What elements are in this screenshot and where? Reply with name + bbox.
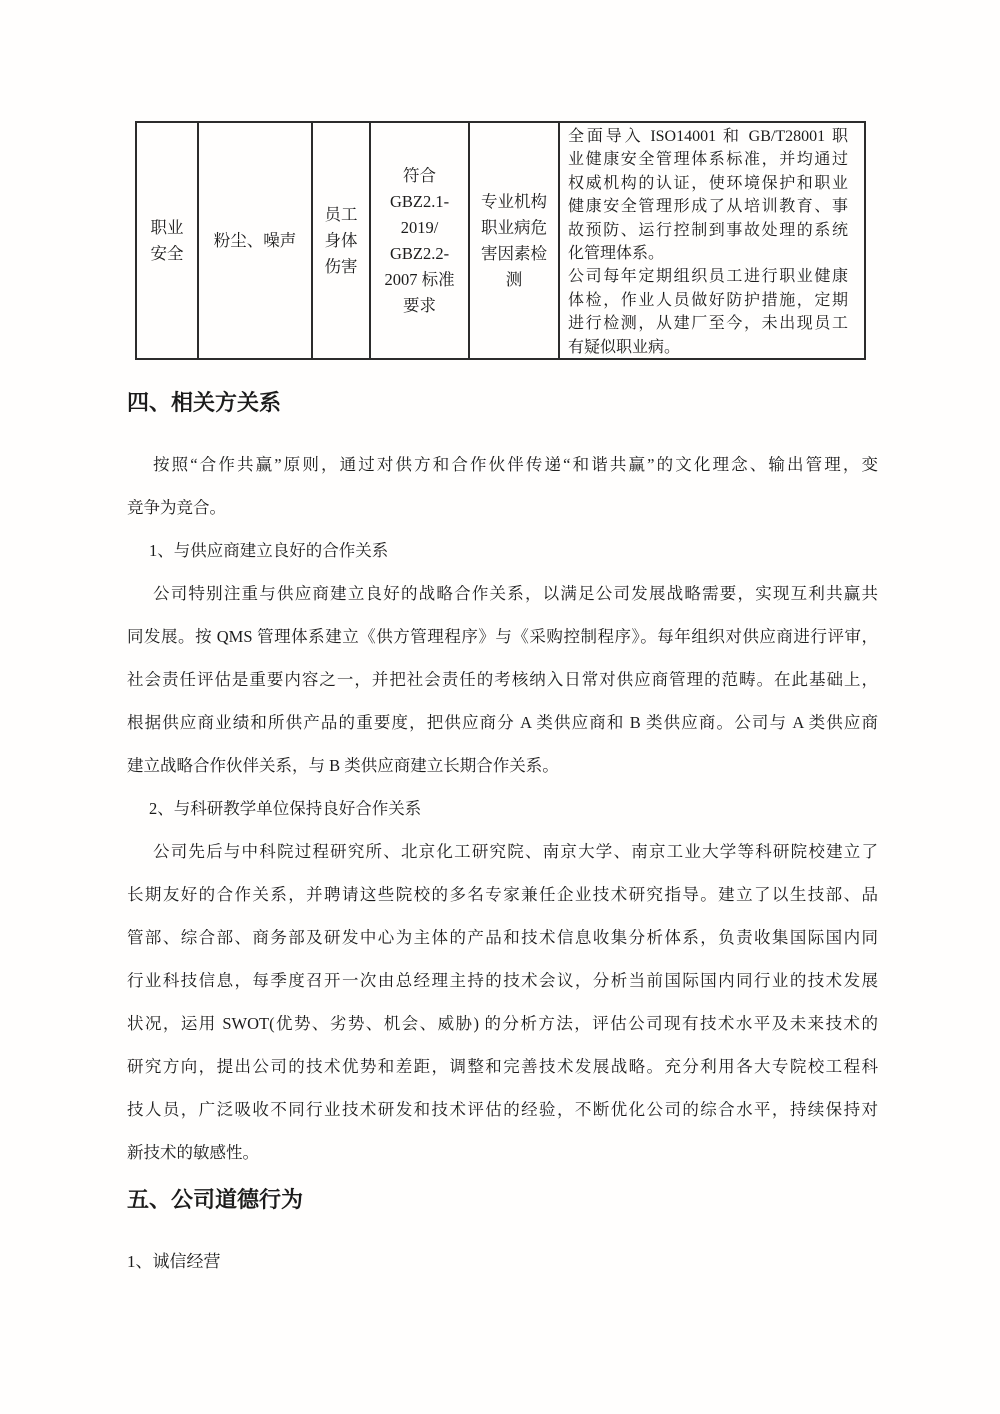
text-line: 测 [505, 269, 523, 289]
text-line: 要求 [403, 295, 436, 315]
table-cell-measures [558, 123, 854, 358]
section-related-parties-body [127, 443, 878, 1174]
text-line: 管部、综合部、商务部及研发中心为主体的产品和技术信息收集分析体系，负责收集国际国内同 [127, 928, 878, 947]
section-heading-company-ethics: 五、公司道德行为 [127, 1187, 304, 1212]
text-line: 业健康安全管理体系标准，并均通过 [568, 151, 848, 169]
text-line: 故预防、运行控制到事故处理的系统 [568, 221, 848, 239]
text-line: GBZ2.2- [389, 243, 450, 263]
subsection-integrity-management: 1、诚信经营 [127, 1252, 221, 1271]
text-line: 按照“合作共赢”原则，通过对供方和合作伙伴传递“和谐共赢”的文化理念、输出管理，变 [153, 455, 878, 474]
text-line: 行业科技信息，每季度召开一次由总经理主持的技术会议，分析当前国际国内同行业的技术发展 [127, 971, 878, 990]
table-cell-impact [311, 123, 369, 358]
text-line: 公司先后与中科院过程研究所、北京化工研究院、南京大学、南京工业大学等科研院校建立了 [153, 842, 878, 861]
text-line: 新技术的敏感性。 [127, 1143, 259, 1162]
text-line: 健康安全管理形成了从培训教育、事 [568, 198, 848, 216]
text-line: 1、与供应商建立良好的合作关系 [149, 541, 389, 560]
text-line: 符合 [403, 165, 436, 185]
text-line: 员工 [324, 204, 358, 224]
text-line: 身体 [324, 230, 358, 250]
text-line: 伤害 [324, 256, 358, 276]
text-line: 粉尘、噪声 [213, 230, 297, 250]
text-line: 研究方向，提出公司的技术优势和差距，调整和完善技术发展战略。充分利用各大专院校工程科 [127, 1057, 878, 1076]
table-cell-hazard-factors [197, 123, 311, 358]
text-line: 公司特别注重与供应商建立良好的战略合作关系，以满足公司发展战略需要，实现互利共赢共 [153, 584, 878, 603]
text-line: 职业病危 [481, 217, 547, 237]
occupational-safety-table [135, 121, 866, 360]
table-cell-standard [369, 123, 468, 358]
text-line: 专业机构 [481, 191, 547, 211]
text-line: 2、与科研教学单位保持良好合作关系 [149, 799, 422, 818]
table-cell-category [137, 123, 197, 358]
text-line: 竞争为竞合。 [127, 498, 226, 517]
text-line: 安全 [150, 243, 184, 263]
text-line: 技人员，广泛吸收不同行业技术研发和技术评估的经验，不断优化公司的综合水平，持续保持对 [127, 1100, 878, 1119]
text-line: 全面导入 ISO14001 和 GB/T28001 职 [568, 128, 848, 145]
text-line: 公司每年定期组织员工进行职业健康 [568, 268, 848, 286]
text-line: 权威机构的认证，使环境保护和职业 [568, 174, 848, 192]
text-line: 建立战略合作伙伴关系，与 B 类供应商建立长期合作关系。 [127, 756, 559, 775]
text-line: 职业 [150, 217, 184, 237]
text-line: 2007 标准 [384, 269, 455, 289]
text-line: 有疑似职业病。 [568, 338, 681, 356]
text-line: 2019/ [400, 217, 439, 237]
text-line: 体检，作业人员做好防护措施，定期 [568, 291, 848, 309]
text-line: 害因素检 [481, 243, 547, 263]
text-line: 状况，运用 SWOT(优势、劣势、机会、威胁) 的分析方法，评估公司现有技术水平及未来技术的 [127, 1014, 878, 1033]
text-line: 进行检测，从建厂至今，未出现员工 [568, 315, 848, 333]
text-line: 同发展。按 QMS 管理体系建立《供方管理程序》与《采购控制程序》。每年组织对供应商进行评审， [127, 627, 878, 646]
text-line: 社会责任评估是重要内容之一，并把社会责任的考核纳入日常对供应商管理的范畴。在此基础上， [127, 670, 878, 689]
text-line: GBZ2.1- [389, 191, 450, 211]
text-line: 根据供应商业绩和所供产品的重要度，把供应商分 A 类供应商和 B 类供应商。公司与 A 类供应商 [127, 713, 878, 732]
table-cell-detection [468, 123, 558, 358]
text-line: 化管理体系。 [568, 244, 665, 262]
section-heading-related-parties: 四、相关方关系 [127, 390, 282, 415]
text-line: 长期友好的合作关系，并聘请这些院校的多名专家兼任企业技术研究指导。建立了以生技部、品 [127, 885, 878, 904]
